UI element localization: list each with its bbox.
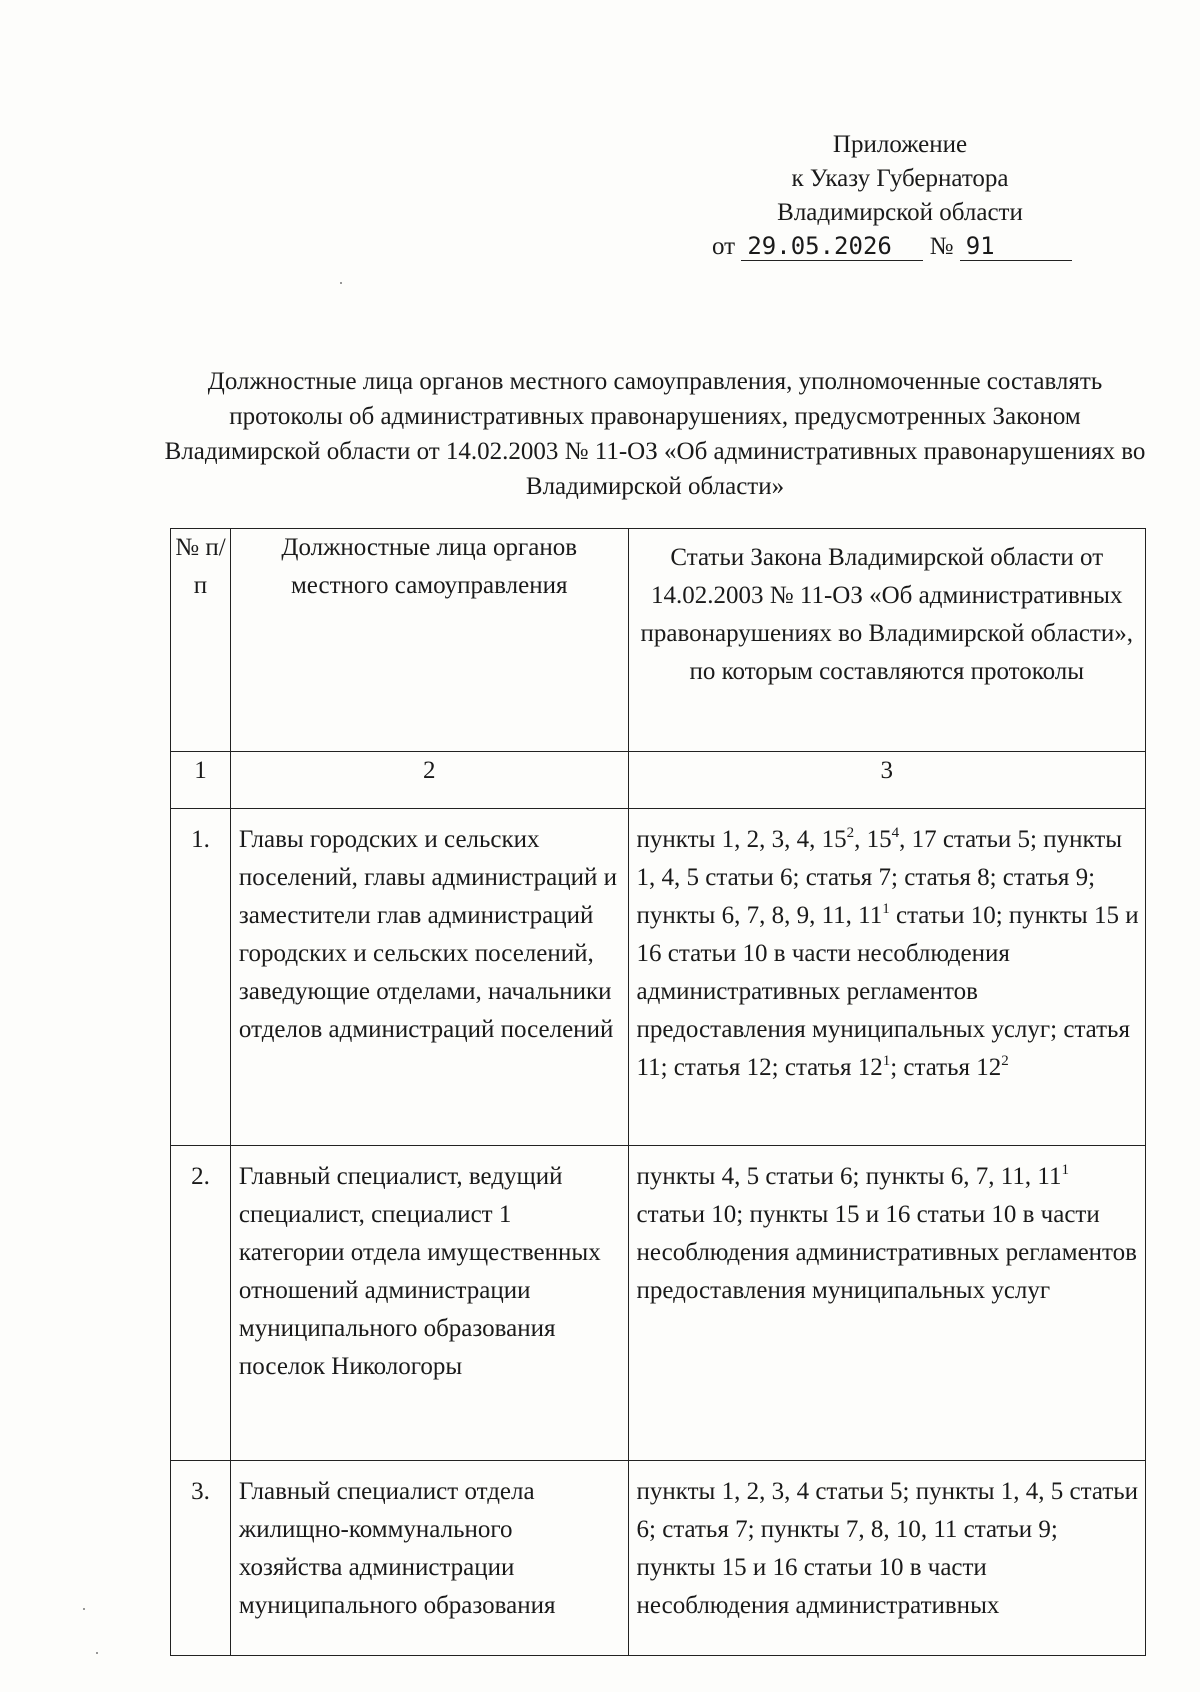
column-number-3: 3 xyxy=(628,752,1145,809)
decree-number: 91 xyxy=(960,232,1072,261)
header-articles: Статьи Закона Владимирской области от 14.02.2003 № 11-ОЗ «Об административных правонарушениях во Владимирской области», по которым составляются протоколы xyxy=(628,529,1145,752)
superscript: 1 xyxy=(882,901,890,917)
date-prefix: от xyxy=(712,233,736,260)
superscript: 1 xyxy=(1061,1162,1069,1178)
table-row xyxy=(171,1461,1146,1656)
row-number: 3. xyxy=(171,1461,231,1656)
table-row xyxy=(171,809,1146,1146)
articles-text: ; статья 12 xyxy=(890,1054,1002,1081)
superscript: 1 xyxy=(882,1053,891,1069)
column-numbers-row xyxy=(171,752,1146,809)
scan-speck xyxy=(83,1608,85,1610)
articles-text: пункты 4, 5 статьи 6; пункты 6, 7, 11, 11 xyxy=(636,1163,1062,1190)
row-number: 1. xyxy=(171,809,231,1146)
document-title: Должностные лица органов местного самоуправления, уполномоченные составлять протоколы об административных правонарушениях, предусмотренных Законом Владимирской области от 14.02.2003 № 11-ОЗ «Об административных правонарушениях во Владимирской области» xyxy=(164,368,1146,500)
row-articles xyxy=(628,809,1145,1146)
scan-speck xyxy=(340,282,342,284)
scan-speck xyxy=(96,1652,98,1654)
header-number: № п/п xyxy=(171,529,231,752)
decree-date: 29.05.2026 xyxy=(741,232,923,261)
row-officials: Главный специалист отдела жилищно-коммунального хозяйства администрации муниципального образования xyxy=(230,1461,628,1656)
row-articles: пункты 1, 2, 3, 4 статьи 5; пункты 1, 4, 5 статьи 6; статья 7; пункты 7, 8, 10, 11 статьи 9; пункты 15 и 16 статьи 10 в части несоблюдения административных xyxy=(628,1461,1145,1656)
superscript: 2 xyxy=(846,825,855,841)
appendix-decree-ref: к Указу Губернатора xyxy=(791,165,1009,192)
appendix-region: Владимирской области xyxy=(777,199,1023,226)
header-officials: Должностные лица органов местного самоуправления xyxy=(230,529,628,752)
table-row xyxy=(171,1146,1146,1461)
superscript: 4 xyxy=(891,825,900,841)
articles-text: статьи 10; пункты 15 и 16 статьи 10 в части несоблюдения административных регламентов предоставления муниципальных услуг xyxy=(636,1201,1137,1304)
number-prefix: № xyxy=(929,233,954,260)
row-officials: Главный специалист, ведущий специалист, специалист 1 категории отдела имущественных отношений администрации муниципального образования поселок Никологоры xyxy=(230,1146,628,1461)
row-officials: Главы городских и сельских поселений, главы администраций и заместители глав администраций городских и сельских поселений, заведующие отделами, начальники отделов администраций поселений xyxy=(230,809,628,1146)
articles-text: , 15 xyxy=(854,826,892,853)
row-number: 2. xyxy=(171,1146,231,1461)
column-number-2: 2 xyxy=(230,752,628,809)
articles-text: , 17 статьи 5; пункты 1, 4, 5 статьи 6; статья 7; статья 8; статья 9; пункты 6, 7, 8, 9, 11, 11 xyxy=(636,826,1123,929)
decree-date-number-line xyxy=(712,230,1072,264)
appendix-title: Приложение xyxy=(832,131,968,158)
column-number-1: 1 xyxy=(171,752,231,809)
appendix-block xyxy=(700,128,1100,230)
articles-text: пункты 1, 2, 3, 4, 15 xyxy=(636,826,847,853)
superscript: 2 xyxy=(1001,1053,1009,1069)
officials-table xyxy=(170,528,1146,1656)
row-articles xyxy=(628,1146,1145,1461)
articles-text: статьи 10; пункты 15 и 16 статьи 10 в части несоблюдения административных регламентов предоставления муниципальных услуг; статья 11; статья 12; статья 12 xyxy=(636,902,1139,1081)
table-header-row xyxy=(171,529,1146,752)
